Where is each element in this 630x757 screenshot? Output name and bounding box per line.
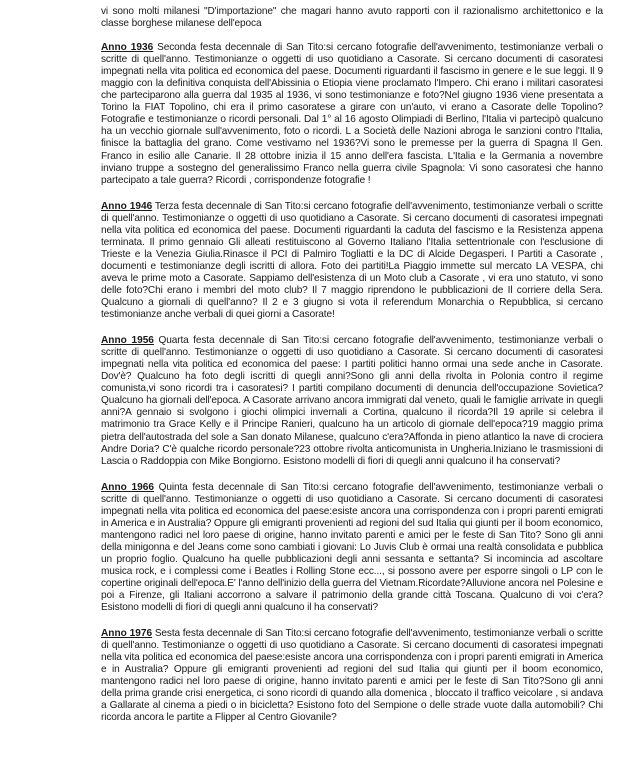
section-body: Quinta festa decennale di San Tito:si cercano fotografie dell'avvenimento, testimonianze verbali o scritte di quell'anno. Testimonianze o oggetti di uso quotidiano a Casorate. Si cercano documenti di casoratesi impegnati nella vita politica ed economica del paese:esiste ancora una corrispondenza con i propri parenti emigrati in America e in Australia? Oppure gli emigranti provenienti ad regioni del sud Italia qui giunti per il boom economico, mantengono radici nel loro paese di origine, hanno invitato parenti e amici per le feste di San Tito? Sono gli anni della minigonna e del Jeans come sono cambiati i giovani: Lo Juvis Club è ormai una realtà consolidata e pubblica un proprio foglio. Qualcuno ha quelle pubblicazioni degli anni sessanta e settanta? Si incomincia ad ascoltare musica rock, e i complessi come i Beatles i Rolling Stone ecc..., si possono avere per esporre singoli o LP con le copertine originali dell'epoca.E' l'anno dell'inizio della guerra del Vietnam.Ricordate?Alluvione ancora nel Polesine e poi a Firenze, gli Italiani accorrono a salvare il patrimonio della grande città Toscana. Qualcuno di voi c'era? Esistono modelli di fiori di quegli anni qualcuno il ha conservati? [101, 481, 603, 614]
section-1936 [101, 42, 603, 187]
section-year-heading: Anno 1956 [101, 335, 154, 347]
section-1946 [101, 201, 603, 321]
section-year-heading: Anno 1966 [101, 481, 155, 493]
section-1956 [101, 335, 603, 468]
section-year-heading: Anno 1946 [101, 200, 153, 212]
section-year-heading: Anno 1976 [101, 628, 153, 640]
section-body: Sesta festa decennale di San Tito:si cercano fotografie dell'avvenimento, testimonianze verbali o scritte di quell'anno. Testimonianze o oggetti di uso quotidiano a Casorate. Si cercano documenti di casoratesi impegnati nella vita politica ed economica del paese:esiste ancora una corrispondenza con i propri parenti emigrati in America e in Australia? Oppure gli emigranti provenienti ad regioni del sud Italia qui giunti per il boom economico, mantengono radici nel loro paese di origine, hanno invitato parenti e amici per le feste di San Tito?Sono gli anni della prima grande crisi energetica, ci sono ricordi di quando alla domenica , bloccato il traffico veicolare , si andava a Gallarate al cinema a piedi o in bicicletta? Esistono foto del Sempione o delle strade vuote dalla automobili? Chi ricorda ancora le partite a Flipper al Centro Giovanile? [101, 628, 603, 724]
section-year-heading: Anno 1936 [101, 42, 154, 54]
section-1966 [101, 482, 603, 615]
section-body: Quarta festa decennale di San Tito:si cercano fotografie dell'avvenimento, testimonianze verbali o scritte di quell'anno. Testimonianze o oggetti di uso quotidiano a Casorate. Si cercano documenti di casoratesi impegnati nella vita politica ed economica del paese: I partiti politici hanno ormai una sede anche in Casorate. Dov'è? Qualcuno ha foto degli iscritti di quegli anni?Sono gli anni della rivolta in Polonia contro il regime comunista,vi sono ricordi tra i casoratesi? I partiti compilano documenti di denuncia dell'occupazione Sovietica? Qualcuno ha giornali dell'epoca. A Casorate arrivano ancora immigrati dal veneto, quali le famiglie arrivate in quegli anni?A gennaio si svolgono i giochi olimpici invernali a Cortina, qualcuno il ricorda?Il 19 aprile si celebra il matrimonio tra Grace Kelly e il Principe Ranieri, qualcuno ha un articolo di giornale dell'epoca?19 maggio prima pietra dell'autostrada del sole a San donato Milanese, qualcuno c'era?Affonda in pieno atlantico la nave di crociera Andre Doria? C'è qualche ricordo personale?23 ottobre rivolta anticomunista in Ungheria.Iniziano le trasmissioni di Lascia o Raddoppia con Mike Bongiorno. Esistono modelli di fiori di quegli anni qualcuno il ha conservati? [101, 335, 603, 467]
section-1976 [101, 628, 603, 724]
intro-paragraph: vi sono molti milanesi "D'importazione" che magari hanno avuto rapporti con il razionalismo architettonico e la classe borghese milanese dell'epoca [101, 6, 603, 30]
section-body: Terza festa decennale di San Tito:si cercano fotografie dell'avvenimento, testimonianze verbali o scritte di quell'anno. Testimonianze o oggetti di uso quotidiano a Casorate. Si cercano documenti di casoratesi impegnati nella vita politica ed economica del paese. Documenti riguardanti la caduta del fascismo e la Resistenza appena terminata. Il primo gennaio Gli alleati restituiscono al Governo Italiano l'Italia settentrionale con l'esclusione di Trieste e la Venezia Giulia.Rinasce il PCI di Palmiro Togliatti e la DC di Alcide Degasperi. I Partiti a Casorate , documenti e testimonianze degli iscritti di allora. Foto dei partiti!La Piaggio immette sul mercato LA VESPA, chi aveva le prime moto a Casorate. Sappiamo dell'esistenza di un Moto club a Casorate , vi era uno statuto, vi sono delle foto?Chi erano i membri del moto club? Il 7 maggio riprendono le pubblicazioni de Il corriere della Sera. Qualcuno a giornali di quell'anno? Il 2 e 3 giugno si vota il referendum Monarchia o Repubblica, si cercano testimonianze anche verbali di quei giorni a Casorate! [101, 200, 603, 321]
section-body: Seconda festa decennale di San Tito:si cercano fotografie dell'avvenimento, testimonianze verbali o scritte di quell'anno. Testimonianze o oggetti di uso quotidiano a Casorate. Si cercano documenti di casoratesi impegnati nella vita politica ed economica del paese. Documenti riguardanti il fascismo in genere e le sue leggi. Il 9 maggio con la definitiva conquista dell'Abissinia o Etiopia viene proclamato l'Impero. Chi erano i militari casoratesi che parteciparono alla guerra dal 1935 al 1936, vi sono testimonianze e foto?Nel giugno 1936 viene presentata a Torino la FIAT Topolino, chi era il primo casoratese a girare con un'auto, vi erano a Casorate delle Topolino?Fotografie e testimonianze o ricordi personali. Dal 1° al 16 agosto Olimpiadi di Berlino, l'Italia vi partecipò qualcuno ha un vecchio giornale sull'avvenimento, foto o ricordi. L a Società delle Nazioni abroga le sanzioni contro l'Italia, finisce la battaglia del grano. Come vestivamo nel 1936?Vi sono le premesse per la guerra di Spagna Il Gen. Franco in esilio alle Canarie. Il 28 ottobre inizia il 15 anno dell'era fascista. L'Italia e la Germania a novembre inviano truppe a sostegno del generalissimo Franco nella guerra civile Spagnola: Vi sono casoratesi che hanno partecipato a tale guerra? Ricordi , corrispondenze fotografie ! [101, 42, 603, 186]
